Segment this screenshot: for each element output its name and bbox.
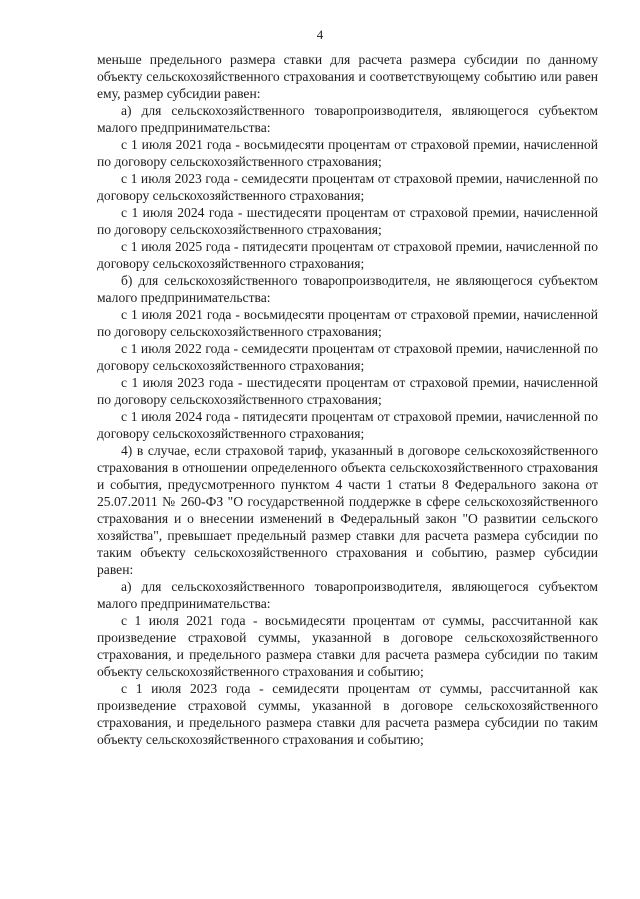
paragraph: б) для сельскохозяйственного товаропроизводителя, не являющегося субъектом малого предпринимательства: (97, 273, 598, 305)
paragraph: с 1 июля 2021 года - восьмидесяти процентам от страховой премии, начисленной по договору сельскохозяйственного страхования; (97, 137, 598, 169)
page-number: 4 (316, 27, 324, 42)
paragraph: с 1 июля 2023 года - шестидесяти процентам от страховой премии, начисленной по договору сельскохозяйственного страхования; (97, 375, 598, 407)
paragraph: с 1 июля 2021 года - восьмидесяти процентам от суммы, рассчитанной как произведение страховой суммы, указанной в договоре сельскохозяйственного страхования, и предельного размера ставки для расчета размера субсидии по таким объекту сельскохозяйственного страхования и событию; (97, 613, 598, 679)
paragraph: с 1 июля 2023 года - семидесяти процентам от страховой премии, начисленной по договору сельскохозяйственного страхования; (97, 171, 598, 203)
paragraph: с 1 июля 2024 года - шестидесяти процентам от страховой премии, начисленной по договору сельскохозяйственного страхования; (97, 205, 598, 237)
paragraph: с 1 июля 2023 года - семидесяти процентам от суммы, рассчитанной как произведение страховой суммы, указанной в договоре сельскохозяйственного страхования, и предельного размера ставки для расчета размера субсидии по таким объекту сельскохозяйственного страхования и событию; (97, 681, 598, 747)
paragraph: меньше предельного размера ставки для расчета размера субсидии по данному объекту сельскохозяйственного страхования и соответствующему событию или равен ему, размер субсидии равен: (97, 52, 598, 101)
paragraph: а) для сельскохозяйственного товаропроизводителя, являющегося субъектом малого предпринимательства: (97, 579, 598, 611)
paragraph: с 1 июля 2025 года - пятидесяти процентам от страховой премии, начисленной по договору сельскохозяйственного страхования; (97, 239, 598, 271)
paragraph: с 1 июля 2024 года - пятидесяти процентам от страховой премии, начисленной по договору сельскохозяйственного страхования; (97, 409, 598, 441)
paragraph: с 1 июля 2022 года - семидесяти процентам от страховой премии, начисленной по договору сельскохозяйственного страхования; (97, 341, 598, 373)
document-body (97, 51, 598, 748)
paragraph: 4) в случае, если страховой тариф, указанный в договоре сельскохозяйственного страхования в отношении определенного объекта сельскохозяйственного страхования и события, предусмотренного пунктом 4 части 1 статьи 8 Федерального закона от 25.07.2011 № 260-ФЗ "О государственной поддержке в сфере сельскохозяйственного страхования и о внесении изменений в Федеральный закон "О развитии сельского хозяйства", превышает предельный размер ставки для расчета размера субсидии по таким объекту сельскохозяйственного страхования и событию, размер субсидии равен: (97, 443, 598, 577)
paragraph: с 1 июля 2021 года - восьмидесяти процентам от страховой премии, начисленной по договору сельскохозяйственного страхования; (97, 307, 598, 339)
paragraph: а) для сельскохозяйственного товаропроизводителя, являющегося субъектом малого предпринимательства: (97, 103, 598, 135)
